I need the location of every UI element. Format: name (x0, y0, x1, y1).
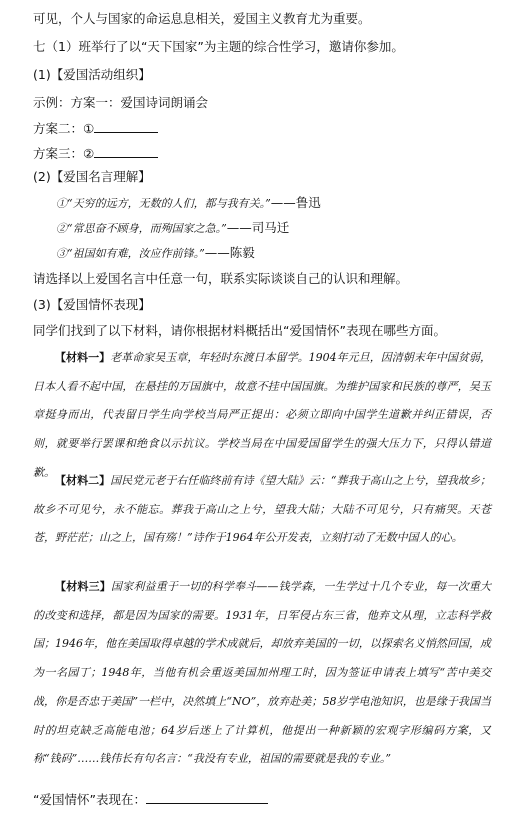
plan-two-line (33, 120, 493, 137)
material-body: 国民党元老于右任临终前有诗《望大陆》云：“葬我于高山之上兮，望我故乡；故乡不可见兮，永不能忘。葬我于高山之上兮，望我大陆；大陆不可见兮，只有痛哭。天苍苍，野茫茫；山之上，国有殇！”诗作于1964年公开发表，立刻打动了无数中国人的心。 (33, 474, 492, 545)
quote-author: ——司马迁 (226, 220, 290, 235)
example-line: 示例：方案一：爱国诗词朗诵会 (33, 95, 209, 110)
plan-three-line (33, 145, 493, 162)
answer-blank (94, 120, 158, 133)
material-heading: 【材料二】 (55, 474, 111, 487)
quote-author: ——陈毅 (204, 245, 255, 260)
quote-line (56, 220, 493, 237)
plan-two-label: 方案二：① (33, 121, 95, 136)
section-heading: (2)【爱国名言理解】 (33, 169, 151, 184)
text-line: 可见，个人与国家的命运息息相关，爱国主义教育尤为重要。 (33, 11, 371, 26)
answer-blank (146, 791, 268, 804)
plan-three-label: 方案三：② (33, 146, 95, 161)
quote-text: ②“常思奋不顾身，而殉国家之急。” (56, 222, 227, 235)
question-title: 七（1）班举行了以“天下国家”为主题的综合性学习，邀请你参加。 (33, 39, 404, 54)
instruction-line: 同学们找到了以下材料，请你根据材料概括出“爱国情怀”表现在哪些方面。 (33, 323, 446, 338)
material-body: 国家利益重于一切的科学奉斗——钱学森，一生学过十几个专业，每一次重大的改变和选择，都是因为国家的需要。1931年，日军侵占东三省，他弃文从理，立志科学救国；1946年，他在美国取得卓越的学术成就后，却放弃美国的一切，以探索名义悄然回国，成为一名园丁；1948年，当他有机会重返美国加州理工时，因为签证申请表上填写“苦中美交战，你是否忠于美国”一栏中，决然填上“NO”，放弃赴美；58岁学电池知识，也是缘于我国当时的坦克缺乏高能电池；64岁后迷上了计算机，他提出一种新颖的宏观字形编码方案，又称“钱码”……钱伟长有句名言：“我没有专业，祖国的需要就是我的专业。” (33, 580, 492, 766)
quote-author: ——鲁迅 (270, 195, 321, 210)
material-three (33, 573, 491, 774)
quote-line (56, 195, 493, 212)
material-one (33, 344, 491, 488)
answer-line (33, 791, 493, 808)
answer-label: “爱国情怀”表现在： (33, 792, 146, 807)
quote-text: ①“天穷的远方，无数的人们，都与我有关。” (56, 197, 271, 210)
section-heading: (3)【爱国情怀表现】 (33, 297, 151, 312)
material-heading: 【材料一】 (55, 351, 111, 364)
material-body: 老革命家吴玉章，年轻时东渡日本留学。1904年元旦，因清朝末年中国贫弱，日本人看不起中国，在悬挂的万国旗中，故意不挂中国国旗。为维护国家和民族的尊严，吴玉章挺身而出，代表留日学生向学校当局严正提出：必须立即向中国学生道歉并纠正错误，否则，就要举行罢课和绝食以示抗议。学校当局在中国爱国留学生的强大压力下，只得认错道歉。 (33, 351, 491, 479)
quote-line (56, 245, 493, 262)
quote-text: ③“祖国如有难，汝应作前锋。” (56, 247, 205, 260)
section-heading: (1)【爱国活动组织】 (33, 67, 151, 82)
answer-blank (94, 145, 158, 158)
material-heading: 【材料三】 (55, 580, 111, 593)
material-two (33, 467, 491, 553)
instruction-line: 请选择以上爱国名言中任意一句，联系实际谈谈自己的认识和理解。 (33, 271, 409, 286)
